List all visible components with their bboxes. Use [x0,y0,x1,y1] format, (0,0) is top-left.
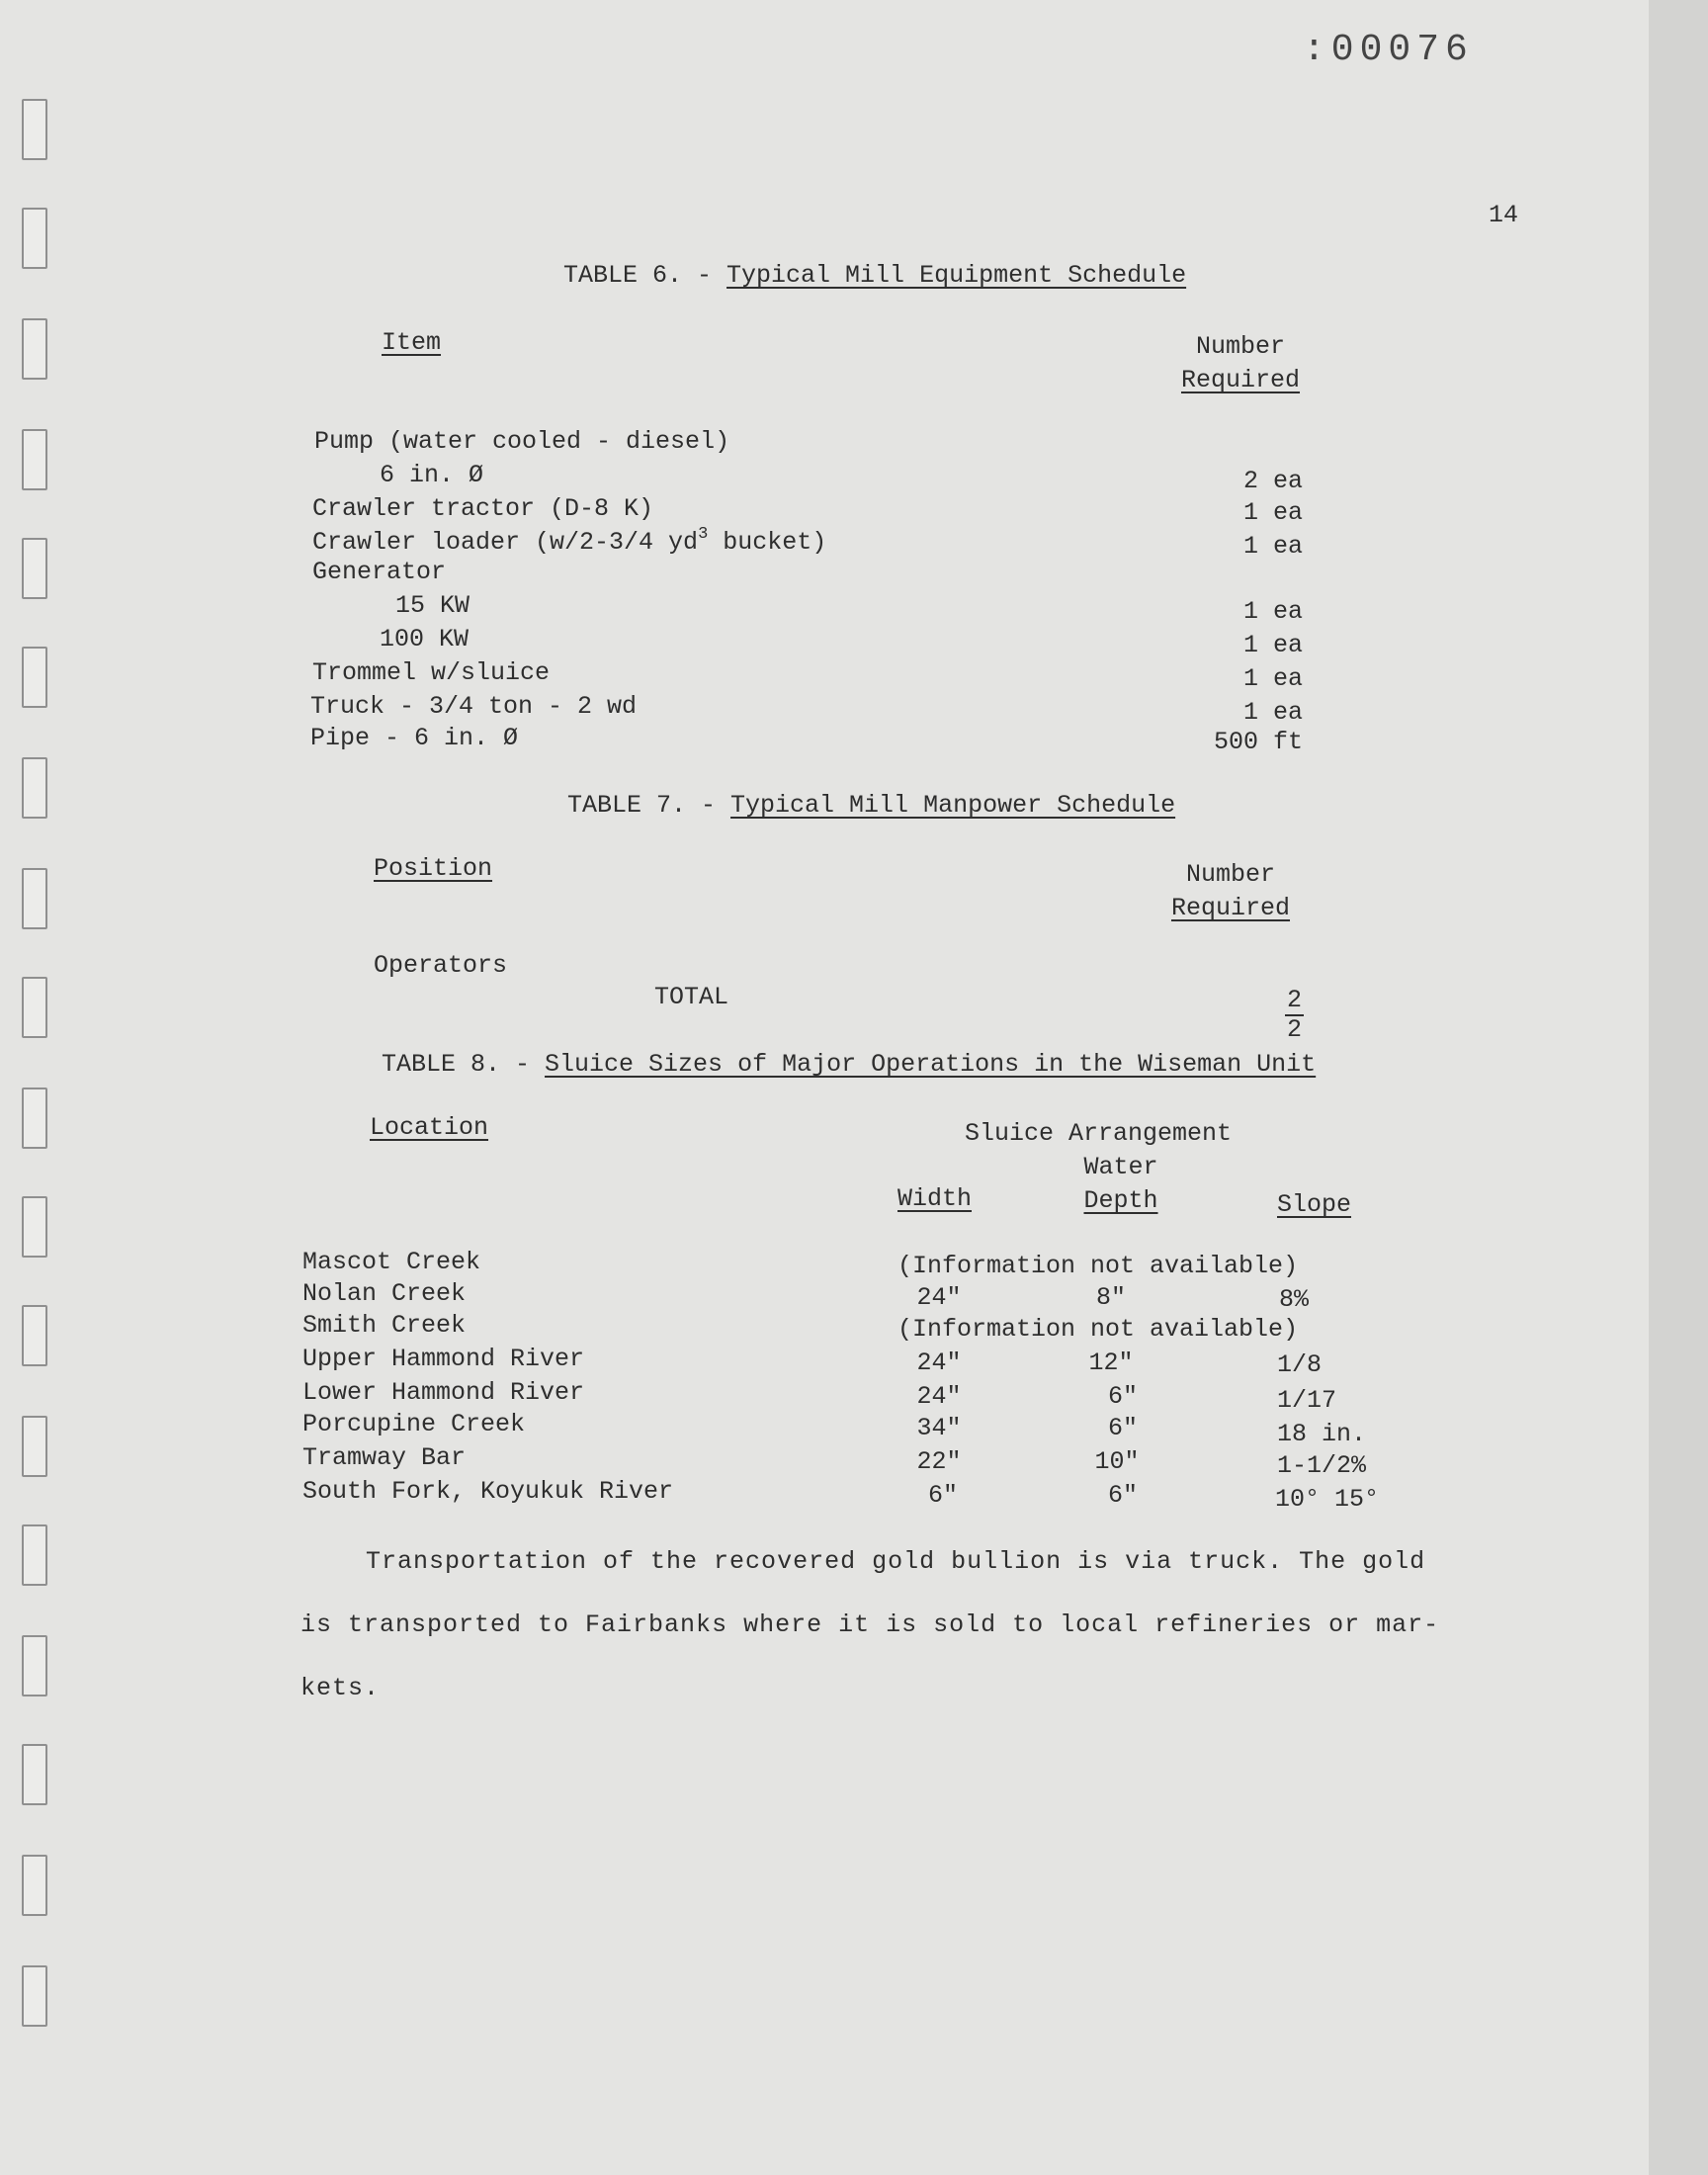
table8-row-depth: 8" [1095,1283,1126,1312]
table8-row-slope: 18 in. [1277,1420,1367,1448]
table6-caption [563,261,1186,291]
table6-row-qty: 1 ea [1242,597,1303,626]
table8-row-depth: 6" [1107,1414,1138,1442]
binder-hole [22,1635,47,1696]
table6-col-item: Item [382,328,442,357]
table6-row-item: 6 in. Ø [380,461,484,489]
table8-row-width: 6" [927,1481,958,1510]
binder-hole [22,1855,47,1916]
table8-row-slope: 8% [1279,1285,1310,1314]
table6-row-item: Generator [312,558,447,586]
binder-hole [22,538,47,599]
binder-hole [22,1305,47,1366]
table8-row-depth: 6" [1107,1382,1138,1411]
binder-hole [22,318,47,380]
table8-row-width: 24" [916,1283,962,1312]
table6-row-qty: 1 ea [1242,532,1303,561]
table8-col-width: Width [897,1184,973,1213]
table8-row-location: Upper Hammond River [302,1345,585,1373]
paragraph-line: Transportation of the recovered gold bullion is via truck. The gold [366,1547,1426,1576]
table6-row-item: Pipe - 6 in. Ø [310,724,519,752]
table8-row-slope: 1/8 [1277,1350,1323,1379]
table8-row-width: 24" [916,1382,962,1411]
table8-row-slope: 1-1/2% [1277,1451,1367,1480]
binder-hole [22,1196,47,1258]
table8-row-location: Porcupine Creek [302,1410,526,1438]
table8-row-depth: 12" [1088,1348,1134,1377]
binder-hole [22,1088,47,1149]
paragraph-line: is transported to Fairbanks where it is sold to local refineries or mar- [300,1610,1440,1639]
table8-row-depth: 6" [1107,1481,1138,1510]
table6-caption-prefix: TABLE 6. - [563,261,727,290]
table6-row-item: Crawler tractor (D-8 K) [312,494,654,523]
table8-row-width: 34" [916,1414,962,1442]
binder-hole [22,1744,47,1805]
paragraph-line: kets. [300,1674,381,1702]
table7-caption-title: Typical Mill Manpower Schedule [730,791,1176,820]
table6-caption-title: Typical Mill Equipment Schedule [726,261,1187,290]
table8-row-location: Nolan Creek [302,1279,467,1308]
binder-hole [22,208,47,269]
table6-row-item: Truck - 3/4 ton - 2 wd [310,692,638,721]
table8-caption-title: Sluice Sizes of Major Operations in the Wiseman Unit [545,1050,1317,1079]
table7-row-value: 2 [1287,986,1303,1014]
document-stamp: :00076 [1303,29,1474,71]
table8-col-group: Sluice Arrangement [965,1119,1233,1148]
table7-caption-prefix: TABLE 7. - [567,791,731,820]
item-superscript: 3 [698,525,709,544]
item-text: bucket) [708,528,827,557]
table8-row-slope: 1/17 [1277,1386,1337,1415]
binder-hole [22,1524,47,1586]
table6-row-qty: 1 ea [1242,664,1303,693]
table8-row-depth: 10" [1094,1447,1140,1476]
table8-row-location: Lower Hammond River [302,1378,585,1407]
table7-col-required: Required [1170,894,1291,922]
table8-col-slope: Slope [1277,1190,1352,1219]
table8-row-width: 22" [916,1447,962,1476]
binder-hole [22,1416,47,1477]
table8-row-slope: 10° 15° [1275,1485,1380,1514]
table8-row-location: Tramway Bar [302,1443,467,1472]
table8-col-water: Water [1083,1153,1158,1181]
table6-row-qty: 2 ea [1242,467,1303,495]
table6-row-item: 15 KW [395,591,470,620]
binder-hole [22,429,47,490]
binder-hole [22,868,47,929]
body-paragraph [300,1530,1506,1720]
table7-col-number: Number [1185,860,1275,889]
table7-col-position: Position [374,854,493,883]
table6-row-item: 100 KW [380,625,470,653]
page-number: 14 [1489,201,1519,229]
table8-row-location: South Fork, Koyukuk River [302,1477,674,1506]
table6-row-qty: 1 ea [1242,498,1303,527]
table7-caption [567,791,1175,821]
table8-caption-prefix: TABLE 8. - [382,1050,546,1079]
table6-row-qty: 1 ea [1242,698,1303,727]
table6-col-required: Required [1180,366,1301,394]
table7-total-value: 2 [1287,1015,1303,1044]
binder-hole [22,977,47,1038]
table6-row-item: Pump (water cooled - diesel) [314,427,730,456]
table6-col-number: Number [1195,332,1285,361]
table8-caption [382,1050,1316,1080]
table7-total-label: TOTAL [654,983,729,1011]
table8-row-width: 24" [916,1348,962,1377]
table8-row-note: (Information not available) [897,1252,1299,1280]
table8-col-depth: Depth [1083,1186,1158,1215]
binder-hole [22,647,47,708]
table7-row-label: Operators [374,951,508,980]
table6-row-qty: 1 ea [1242,631,1303,659]
table6-row-item [312,525,827,561]
binder-hole [22,757,47,819]
binder-hole [22,1965,47,2027]
binder-hole [22,99,47,160]
table6-row-item: Trommel w/sluice [312,658,551,687]
table6-row-qty: 500 ft [1213,728,1303,756]
binder-holes [16,99,55,2076]
table8-row-location: Smith Creek [302,1311,467,1340]
table8-row-location: Mascot Creek [302,1248,481,1276]
item-text: Crawler loader (w/2-3/4 yd [312,528,699,557]
table8-col-location: Location [370,1113,489,1142]
table8-row-note: (Information not available) [897,1315,1299,1344]
